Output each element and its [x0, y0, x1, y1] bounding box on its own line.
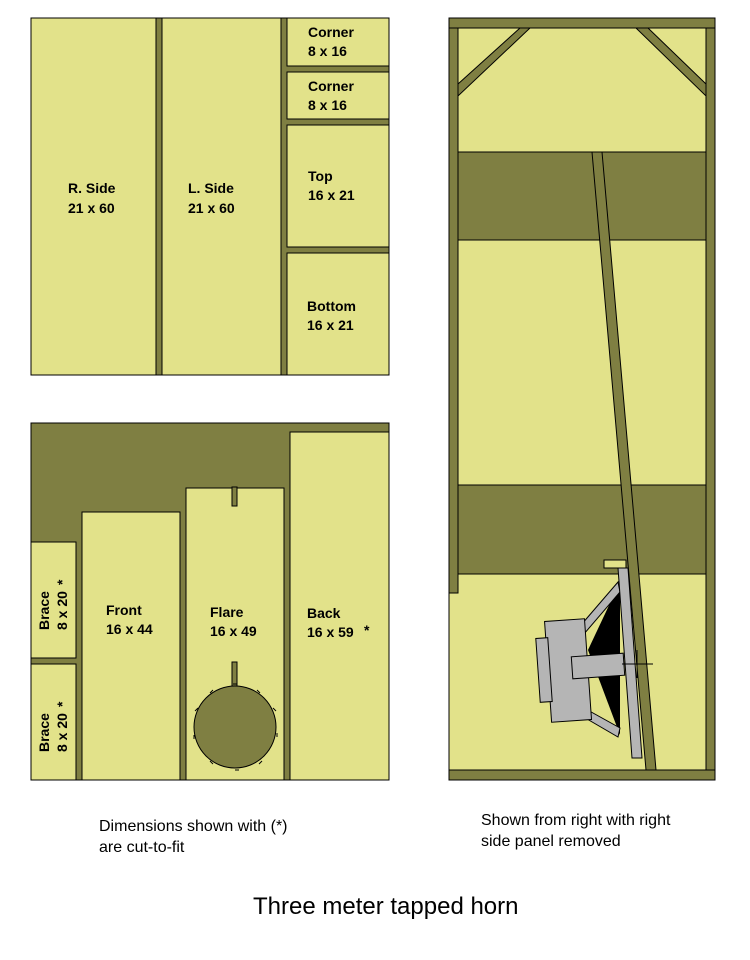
panel-corner-2-dims: 8 x 16: [308, 97, 347, 113]
driver-pole: [571, 653, 624, 679]
panel-r-side: [31, 18, 156, 375]
panel-bottom-dims: 16 x 21: [307, 317, 354, 333]
flare-top-slot: [232, 487, 237, 506]
panel-bottom-name: Bottom: [307, 298, 356, 314]
side-view-note-line-1: Shown from right with right: [481, 812, 671, 829]
panel-brace-2-mark: *: [54, 701, 70, 707]
cabinet-front-panel: [449, 28, 458, 593]
panel-back-mark: *: [364, 622, 370, 638]
panel-corner-1: [287, 18, 389, 66]
cut-to-fit-note: [99, 816, 288, 858]
cabinet-back-panel: [706, 28, 715, 770]
panel-front: [82, 512, 180, 780]
side-view-note: [481, 810, 670, 852]
panel-corner-1-dims: 8 x 16: [308, 43, 347, 59]
panel-l-side-dims: 21 x 60: [188, 200, 235, 216]
panel-bottom: [287, 253, 389, 375]
panel-top: [287, 125, 389, 247]
cut-to-fit-note-line-1: Dimensions shown with (*): [99, 818, 288, 835]
panel-r-side-name: R. Side: [68, 180, 116, 196]
panel-r-side-dims: 21 x 60: [68, 200, 115, 216]
panel-brace-2-dims: 8 x 20: [54, 713, 70, 752]
panel-front-name: Front: [106, 602, 142, 618]
side-view-note-line-2: side panel removed: [481, 833, 621, 850]
panel-back-name: Back: [307, 605, 341, 621]
lower-brace-band: [458, 485, 706, 574]
panel-flare-name: Flare: [210, 604, 244, 620]
panel-front-dims: 16 x 44: [106, 621, 153, 637]
driver-cutout-hole: [194, 686, 276, 768]
panel-brace-2: [31, 664, 76, 780]
panel-brace-1: [31, 542, 76, 658]
panel-flare-dims: 16 x 49: [210, 623, 257, 639]
cabinet-side-view: [449, 18, 715, 780]
sheet-1: [31, 18, 389, 375]
diagram-title: Three meter tapped horn: [253, 893, 519, 920]
panel-corner-2-name: Corner: [308, 78, 354, 94]
upper-brace-band: [458, 152, 706, 240]
panel-back: [290, 432, 389, 780]
panel-back-dims: 16 x 59: [307, 624, 354, 640]
cabinet-bottom-panel: [449, 770, 715, 780]
panel-flare: [186, 487, 284, 780]
panel-brace-2-name: Brace: [36, 713, 52, 752]
panel-l-side: [162, 18, 281, 375]
cabinet-top-panel: [449, 18, 715, 28]
panel-corner-2: [287, 72, 389, 119]
panel-top-dims: 16 x 21: [308, 187, 355, 203]
sheet-2: [31, 423, 389, 780]
panel-brace-1-name: Brace: [36, 591, 52, 630]
panel-top-name: Top: [308, 168, 333, 184]
panel-l-side-name: L. Side: [188, 180, 234, 196]
panel-brace-1-dims: 8 x 20: [54, 591, 70, 630]
bottom-corner-block: [604, 560, 626, 568]
panel-corner-1-name: Corner: [308, 24, 354, 40]
panel-brace-1-mark: *: [54, 579, 70, 585]
cut-to-fit-note-line-2: are cut-to-fit: [99, 839, 185, 856]
